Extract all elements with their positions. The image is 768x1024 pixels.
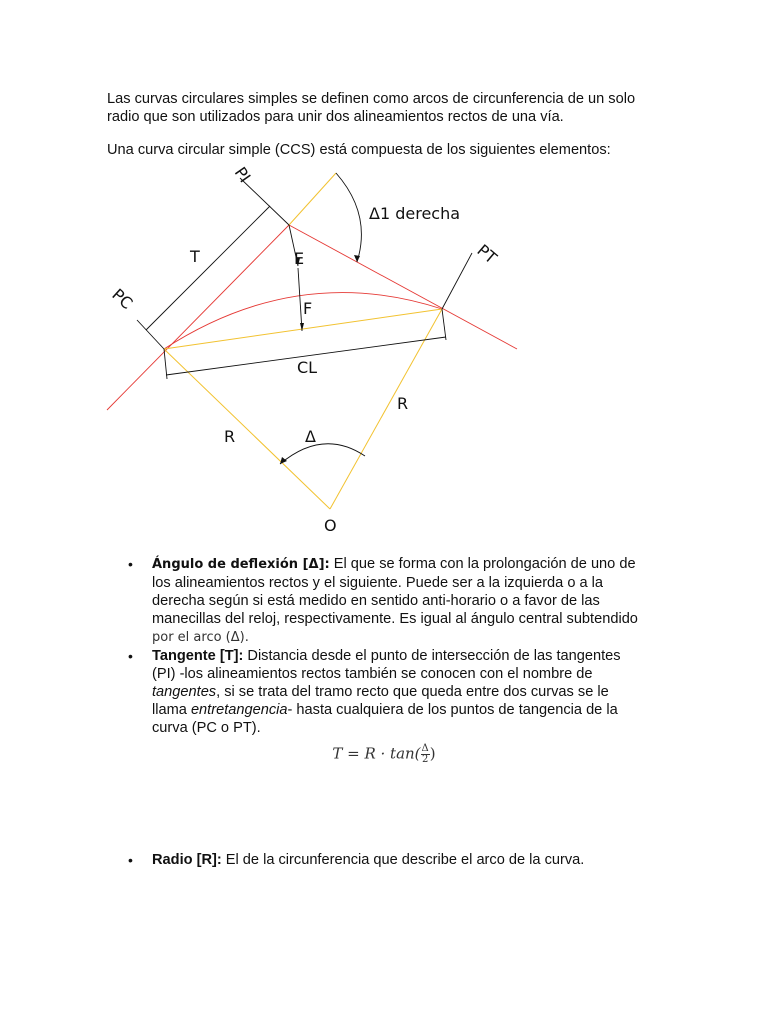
- pi-tick-line: [240, 178, 289, 225]
- list-item-tangente: [152, 647, 642, 737]
- label-pc: PC: [108, 284, 137, 313]
- label-cl: CL: [297, 358, 318, 377]
- term-radio: Radio [R]:: [152, 852, 222, 868]
- label-pi: PI: [230, 163, 255, 187]
- label-o: O: [324, 516, 337, 535]
- text-tangente-2: , si se trata del tramo recto que queda entre dos curvas se le llama: [152, 684, 609, 718]
- pc-tick-line: [137, 320, 164, 349]
- label-t: T: [190, 247, 200, 266]
- text-tangente-em-1: tangentes: [152, 684, 217, 700]
- formula-rhs: ): [429, 744, 436, 763]
- elements-list: [152, 555, 642, 737]
- delta-arrowhead: [280, 457, 287, 464]
- label-e: E: [294, 249, 305, 268]
- label-delta: Δ: [305, 427, 316, 446]
- formula-numerator: Δ: [421, 743, 429, 754]
- delta-arc: [280, 444, 365, 464]
- text-tangente-em-2: entretangencia: [190, 702, 288, 718]
- delta1-arc: [336, 173, 361, 262]
- elements-list-continued: [152, 851, 642, 869]
- f-dimension-line: [298, 268, 302, 331]
- text-radio: El de la circunferencia que describe el arco de la curva.: [221, 852, 585, 868]
- text-tangente-3: - hasta cualquiera de los puntos de tangencia de la curva (PC o PT).: [152, 702, 618, 736]
- term-deflexion: Ángulo de deflexión [Δ]:: [152, 557, 330, 572]
- formula-lhs: T = R · tan(: [332, 744, 421, 763]
- formula-denominator: 2: [421, 754, 429, 765]
- intro-paragraph-2: Una curva circular simple (CCS) está compuesta de los siguientes elementos:: [107, 142, 611, 158]
- label-r-left: R: [224, 427, 236, 446]
- pt-tick-line: [442, 253, 472, 309]
- label-r-right: R: [397, 394, 409, 413]
- intro-paragraph-1: Las curvas circulares simples se definen como arcos de circunferencia de un solo radio que son utilizados para unir dos alineamientos rectos de una vía.: [107, 91, 636, 125]
- tangent-extension-line: [289, 173, 336, 225]
- formula-fraction: [421, 744, 430, 765]
- text-deflexion-tail: por el arco (Δ).: [152, 630, 249, 645]
- tangent-formula: [0, 744, 768, 765]
- label-f: F: [303, 299, 313, 318]
- cl-end-tick-right: [442, 309, 446, 340]
- label-delta1-derecha: Δ1 derecha: [369, 204, 461, 223]
- text-deflexion: El que se forma con la prolongación de uno de los alineamientos rectos y el siguiente. Puede ser a la izquierda o a la derecha según si está medido en sentido anti-horario o a favor de las manecillas del reloj, respectivamente. Es igual al ángulo central subtendido: [152, 556, 638, 627]
- list-item-radio: [152, 851, 642, 869]
- label-pt: PT: [473, 240, 501, 268]
- term-tangente: Tangente [T]:: [152, 648, 244, 664]
- radius-right-line: [330, 309, 442, 509]
- text-tangente-1: Distancia desde el punto de intersección de las tangentes (PI) -los alineamientos rectos también se conocen con el nombre de: [152, 648, 621, 682]
- t-dimension-line: [146, 206, 270, 330]
- list-item-deflexion: [152, 555, 642, 647]
- cl-end-tick-left: [164, 349, 167, 379]
